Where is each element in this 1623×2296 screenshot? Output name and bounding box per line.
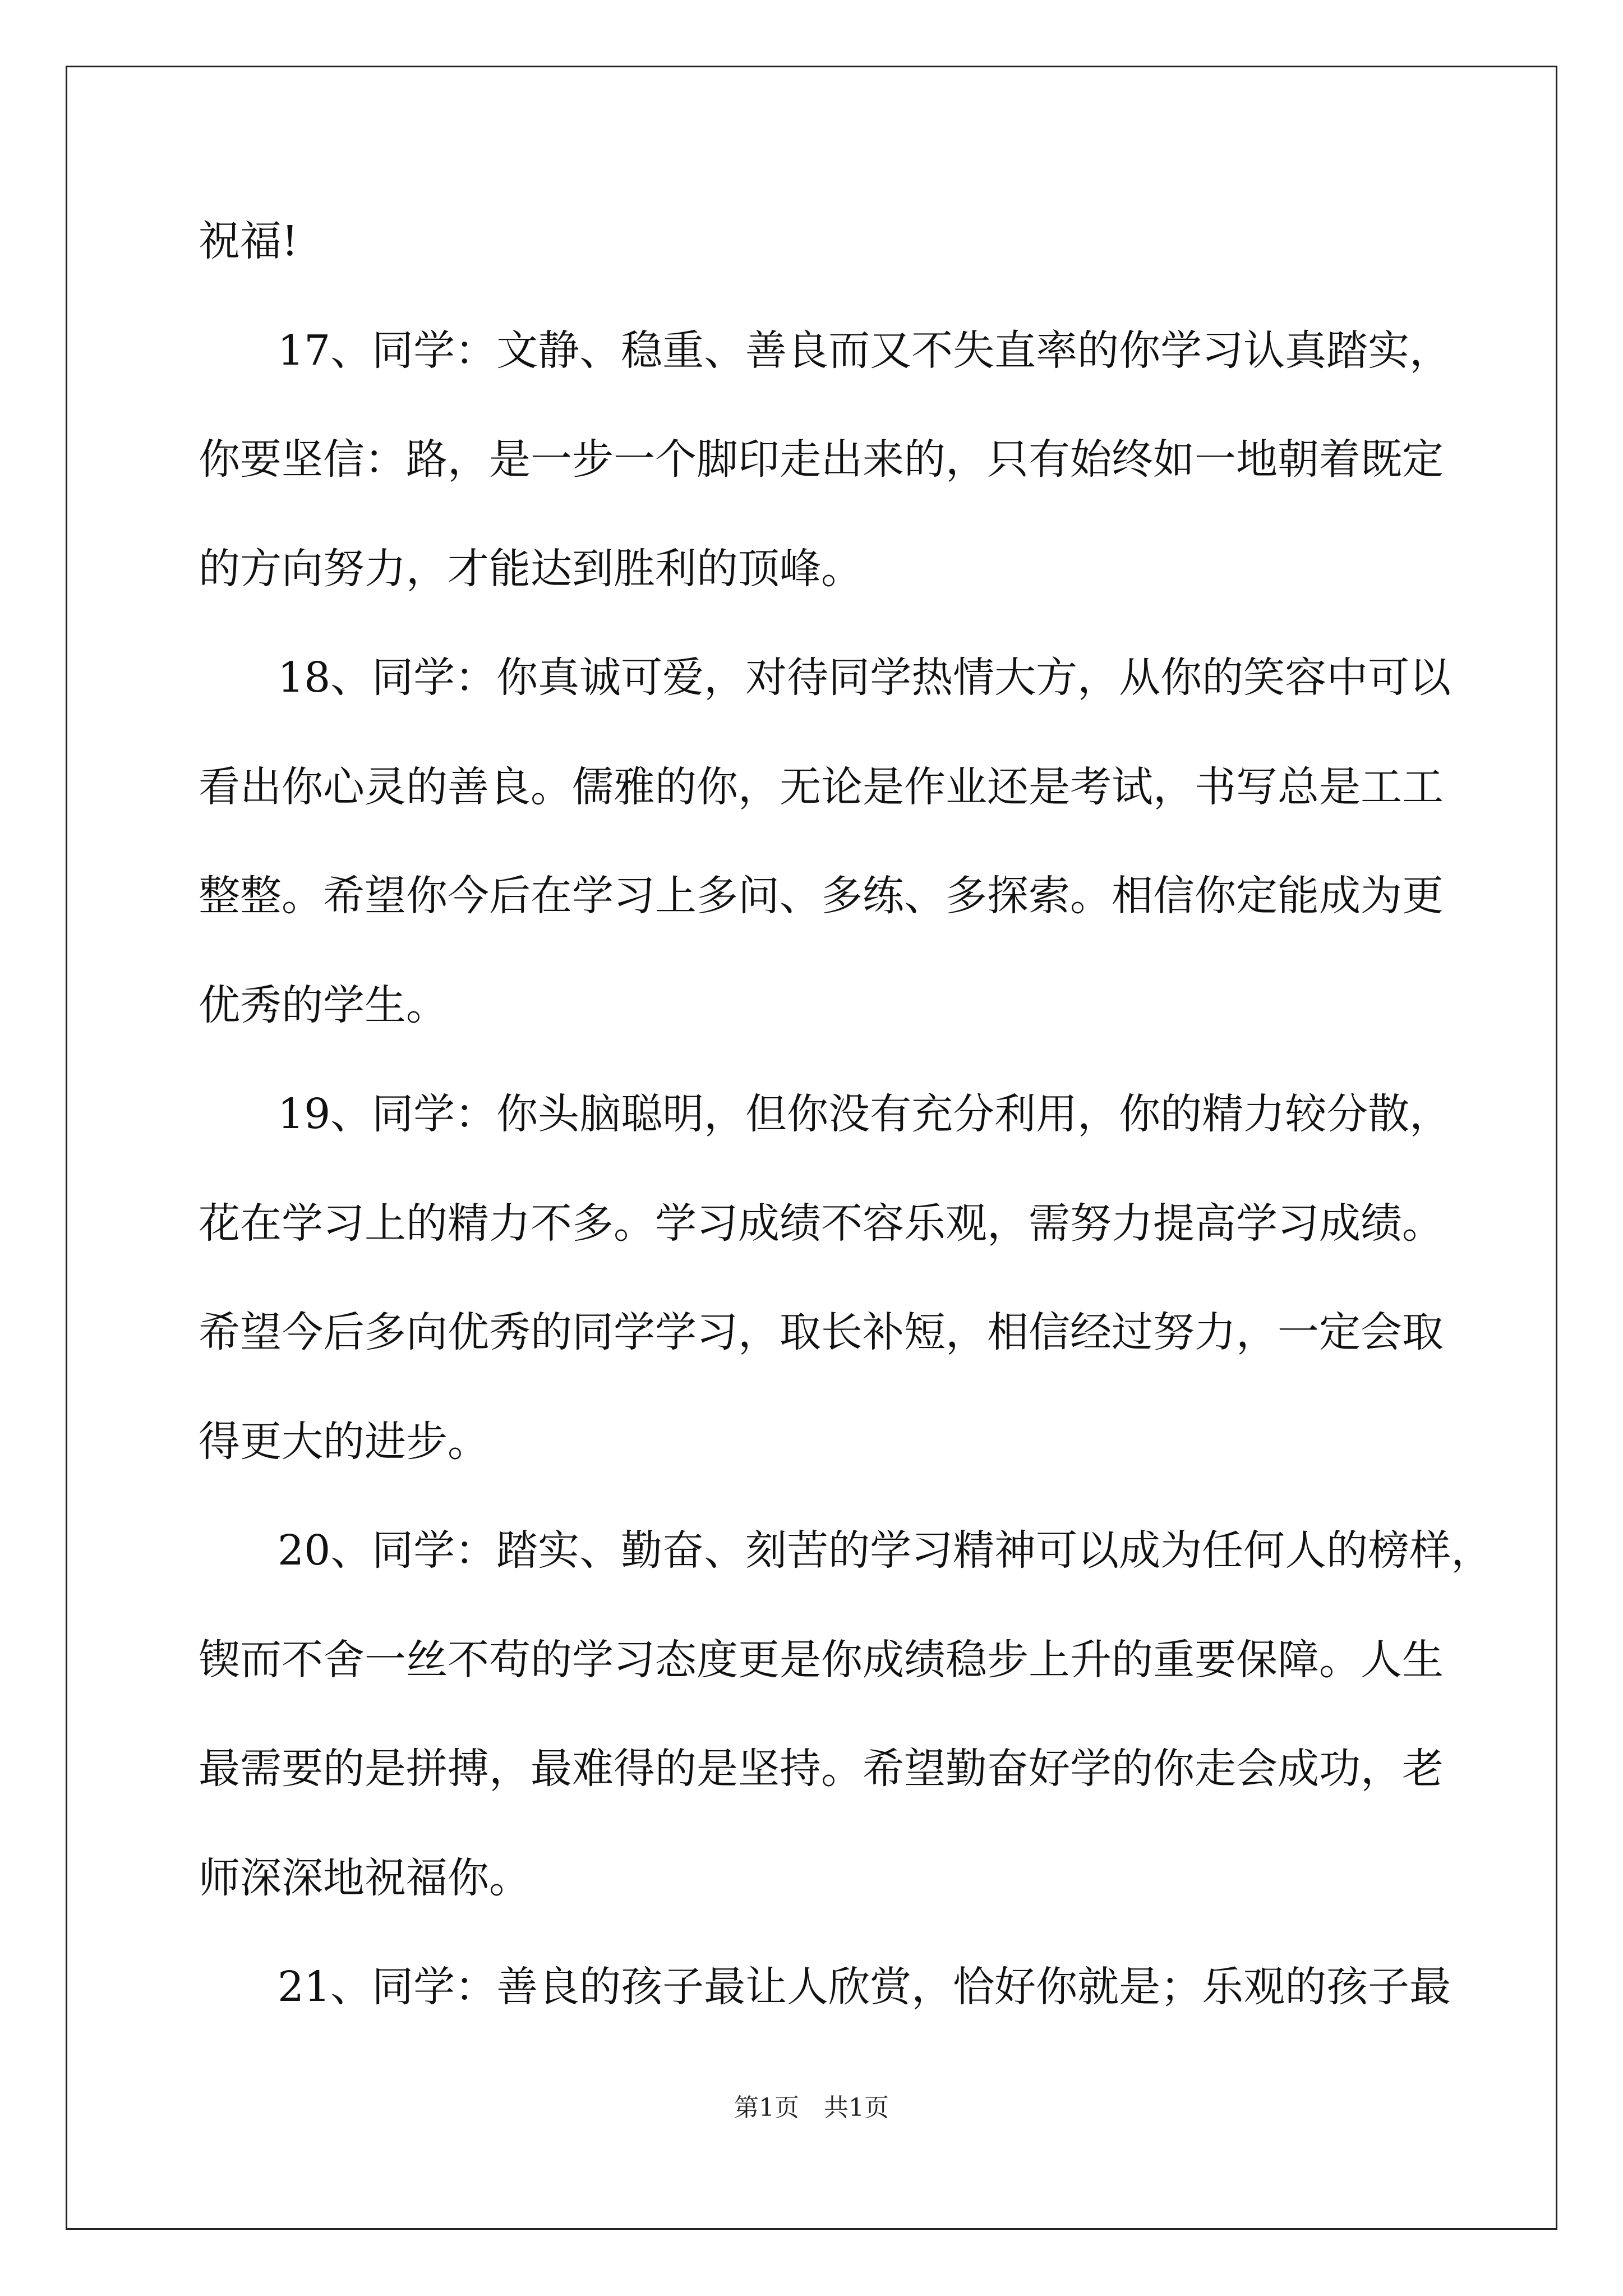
text-line: 优秀的学生。 [199,981,448,1029]
text-line: 希望今后多向优秀的同学学习，取长补短，相信经过努力，一定会取 [199,1308,1444,1356]
text-line: 祝福! [199,217,298,265]
text-line: 整整。希望你今后在学习上多问、多练、多探索。相信你定能成为更 [199,872,1444,920]
text-line: 看出你心灵的善良。儒雅的你，无论是作业还是考试，书写总是工工 [199,763,1444,811]
text-line: 你要坚信：路，是一步一个脚印走出来的，只有始终如一地朝着既定 [199,435,1444,484]
text-line: 花在学习上的精力不多。学习成绩不容乐观，需努力提高学习成绩。 [199,1199,1444,1248]
text-line: 最需要的是拼搏，最难得的是坚持。希望勤奋好学的你走会成功，老 [199,1745,1444,1793]
text-line: 20、同学：踏实、勤奋、刻苦的学习精神可以成为任何人的榜样， [278,1526,1493,1575]
text-line: 18、同学：你真诚可爱，对待同学热情大方，从你的笑容中可以 [278,654,1451,702]
page-number-footer: 第1页 共1页 [734,2093,889,2122]
text-line: 17、同学：文静、稳重、善良而又不失直率的你学习认真踏实， [278,326,1451,375]
text-line: 19、同学：你头脑聪明，但你没有充分利用，你的精力较分散， [278,1090,1451,1138]
text-line: 锲而不舍一丝不苟的学习态度更是你成绩稳步上升的重要保障。人生 [199,1636,1444,1684]
text-line: 的方向努力，才能达到胜利的顶峰。 [199,545,863,593]
text-line: 师深深地祝福你。 [199,1854,531,1902]
text-line: 得更大的进步。 [199,1418,489,1466]
text-line: 21、同学：善良的孩子最让人欣赏，恰好你就是；乐观的孩子最 [278,1963,1451,2011]
